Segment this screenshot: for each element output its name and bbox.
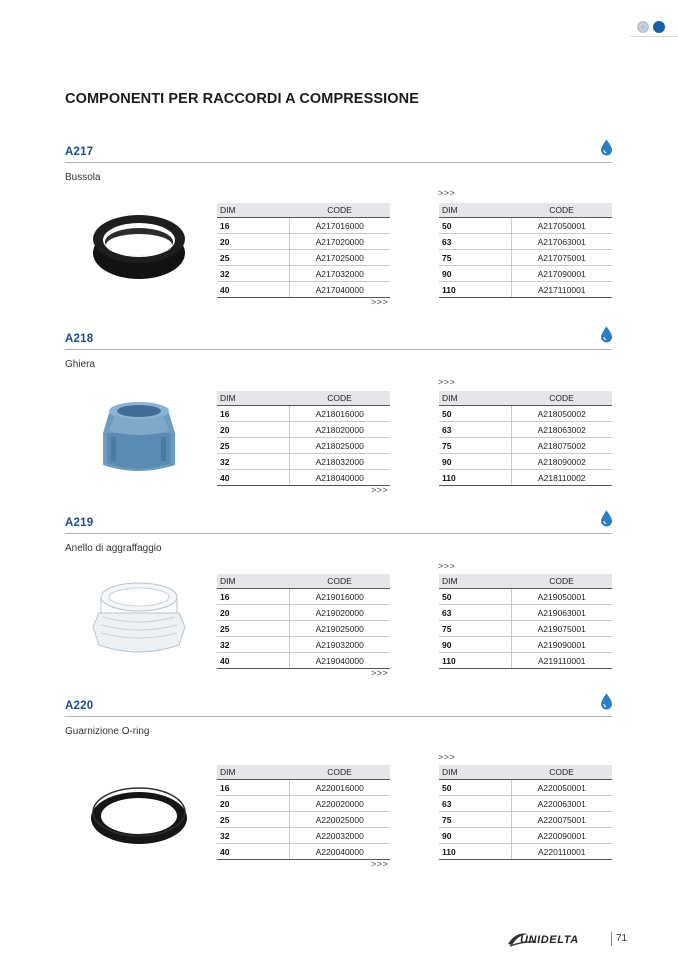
table-row: [439, 406, 612, 422]
dim-cell: 16: [217, 406, 289, 422]
code-cell: A220020000: [289, 796, 390, 812]
code-cell: A219050001: [511, 589, 612, 605]
dim-cell: 63: [439, 796, 511, 812]
water-drop-icon: [600, 693, 613, 710]
col-header-dim: DIM: [217, 391, 289, 406]
col-header-code: CODE: [511, 203, 612, 218]
col-header-code: CODE: [511, 574, 612, 589]
table-row: [217, 454, 390, 470]
col-header-code: CODE: [289, 391, 390, 406]
table-row: [439, 621, 612, 637]
dim-cell: 75: [439, 438, 511, 454]
top-divider: [630, 36, 678, 37]
table-row: [439, 780, 612, 796]
table-row: [217, 282, 390, 298]
more-marker: >>>: [438, 561, 456, 571]
table-row: [217, 653, 390, 669]
table-row: [439, 282, 612, 298]
col-header-dim: DIM: [217, 574, 289, 589]
col-header-code: CODE: [289, 574, 390, 589]
code-cell: A217090001: [511, 266, 612, 282]
table-row: [439, 812, 612, 828]
brand-name: UNIDELTA: [520, 934, 579, 946]
dim-cell: 20: [217, 234, 289, 250]
col-header-code: CODE: [511, 391, 612, 406]
table-row: [217, 844, 390, 860]
col-header-dim: DIM: [439, 203, 511, 218]
code-cell: A219020000: [289, 605, 390, 621]
code-cell: A220063001: [511, 796, 612, 812]
footer-divider: [611, 932, 612, 946]
table-row: [217, 621, 390, 637]
table-row: [217, 605, 390, 621]
dim-cell: 16: [217, 218, 289, 234]
code-cell: A217110001: [511, 282, 612, 298]
table-row: [217, 470, 390, 486]
more-marker: >>>: [371, 297, 389, 307]
table-row: [439, 605, 612, 621]
table-row: [217, 589, 390, 605]
code-cell: A220090001: [511, 828, 612, 844]
code-cell: A217025000: [289, 250, 390, 266]
code-cell: A217016000: [289, 218, 390, 234]
code-cell: A219063001: [511, 605, 612, 621]
section-divider: [65, 162, 612, 163]
product-name: Ghiera: [65, 359, 96, 370]
col-header-code: CODE: [289, 765, 390, 780]
code-cell: A218025000: [289, 438, 390, 454]
dim-cell: 16: [217, 780, 289, 796]
code-table-right: [439, 203, 612, 298]
more-marker: >>>: [438, 377, 456, 387]
table-row: [217, 637, 390, 653]
dim-cell: 75: [439, 621, 511, 637]
code-table-left: [217, 765, 390, 860]
dim-cell: 25: [217, 438, 289, 454]
table-row: [217, 266, 390, 282]
code-table-right: [439, 574, 612, 669]
code-cell: A219075001: [511, 621, 612, 637]
page-indicator-dots-icon: [635, 20, 669, 36]
anello-aggraffaggio-product-image: [85, 567, 193, 667]
table-row: [217, 406, 390, 422]
more-marker: >>>: [438, 752, 456, 762]
dim-cell: 75: [439, 250, 511, 266]
code-cell: A219016000: [289, 589, 390, 605]
dim-cell: 32: [217, 637, 289, 653]
code-cell: A218040000: [289, 470, 390, 486]
code-cell: A217063001: [511, 234, 612, 250]
dim-cell: 110: [439, 470, 511, 486]
dim-cell: 50: [439, 780, 511, 796]
table-row: [217, 812, 390, 828]
product-code-heading: A218: [65, 333, 94, 345]
code-table-left: [217, 203, 390, 298]
code-cell: A219032000: [289, 637, 390, 653]
code-cell: A218110002: [511, 470, 612, 486]
code-cell: A218090002: [511, 454, 612, 470]
table-row: [217, 422, 390, 438]
code-cell: A218020000: [289, 422, 390, 438]
table-row: [217, 828, 390, 844]
code-cell: A217032000: [289, 266, 390, 282]
table-row: [439, 637, 612, 653]
code-cell: A217020000: [289, 234, 390, 250]
bussola-product-image: [85, 193, 193, 293]
dim-cell: 110: [439, 653, 511, 669]
more-marker: >>>: [371, 859, 389, 869]
more-marker: >>>: [371, 485, 389, 495]
water-drop-icon: [600, 510, 613, 527]
table-row: [217, 796, 390, 812]
code-cell: A218016000: [289, 406, 390, 422]
table-row: [439, 438, 612, 454]
code-cell: A219040000: [289, 653, 390, 669]
table-row: [439, 796, 612, 812]
code-cell: A218050002: [511, 406, 612, 422]
code-cell: A220032000: [289, 828, 390, 844]
dim-cell: 63: [439, 234, 511, 250]
code-cell: A219025000: [289, 621, 390, 637]
code-table-left: [217, 574, 390, 669]
dim-cell: 25: [217, 250, 289, 266]
table-row: [217, 234, 390, 250]
table-row: [217, 780, 390, 796]
dim-cell: 20: [217, 422, 289, 438]
code-cell: A219110001: [511, 653, 612, 669]
code-table-right: [439, 765, 612, 860]
dim-cell: 63: [439, 422, 511, 438]
product-name: Guarnizione O-ring: [65, 726, 150, 737]
section-divider: [65, 533, 612, 534]
col-header-code: CODE: [289, 203, 390, 218]
dim-cell: 90: [439, 828, 511, 844]
dim-cell: 50: [439, 218, 511, 234]
col-header-dim: DIM: [217, 203, 289, 218]
code-cell: A220016000: [289, 780, 390, 796]
table-row: [439, 470, 612, 486]
code-cell: A220025000: [289, 812, 390, 828]
dim-cell: 40: [217, 470, 289, 486]
product-code-heading: A219: [65, 517, 94, 529]
dim-cell: 40: [217, 282, 289, 298]
code-cell: A217050001: [511, 218, 612, 234]
dim-cell: 25: [217, 621, 289, 637]
page-title: COMPONENTI PER RACCORDI A COMPRESSIONE: [65, 91, 419, 107]
dim-cell: 32: [217, 266, 289, 282]
section-divider: [65, 716, 612, 717]
col-header-dim: DIM: [439, 391, 511, 406]
table-row: [217, 438, 390, 454]
table-row: [439, 250, 612, 266]
col-header-code: CODE: [511, 765, 612, 780]
table-row: [439, 844, 612, 860]
product-name: Anello di aggraffaggio: [65, 543, 162, 554]
ghiera-product-image: [85, 385, 193, 485]
code-cell: A218075002: [511, 438, 612, 454]
code-table-right: [439, 391, 612, 486]
table-row: [439, 653, 612, 669]
more-marker: >>>: [371, 668, 389, 678]
dim-cell: 40: [217, 653, 289, 669]
table-row: [439, 266, 612, 282]
table-row: [439, 828, 612, 844]
unidelta-logo: [506, 929, 608, 949]
dim-cell: 110: [439, 282, 511, 298]
code-cell: A217040000: [289, 282, 390, 298]
dim-cell: 110: [439, 844, 511, 860]
dim-cell: 16: [217, 589, 289, 605]
dim-cell: 50: [439, 406, 511, 422]
table-row: [439, 218, 612, 234]
code-table-left: [217, 391, 390, 486]
product-code-heading: A220: [65, 700, 94, 712]
table-row: [439, 422, 612, 438]
code-cell: A220075001: [511, 812, 612, 828]
dim-cell: 75: [439, 812, 511, 828]
more-marker: >>>: [438, 188, 456, 198]
dim-cell: 20: [217, 605, 289, 621]
dim-cell: 25: [217, 812, 289, 828]
code-cell: A220050001: [511, 780, 612, 796]
col-header-dim: DIM: [217, 765, 289, 780]
table-row: [439, 234, 612, 250]
code-cell: A220040000: [289, 844, 390, 860]
product-code-heading: A217: [65, 146, 94, 158]
water-drop-icon: [600, 326, 613, 343]
dim-cell: 20: [217, 796, 289, 812]
section-divider: [65, 349, 612, 350]
col-header-dim: DIM: [439, 765, 511, 780]
dim-cell: 63: [439, 605, 511, 621]
dim-cell: 32: [217, 828, 289, 844]
dim-cell: 90: [439, 266, 511, 282]
code-cell: A219090001: [511, 637, 612, 653]
table-row: [217, 250, 390, 266]
o-ring-product-image: [85, 758, 193, 858]
code-cell: A218063002: [511, 422, 612, 438]
dim-cell: 40: [217, 844, 289, 860]
dim-cell: 90: [439, 637, 511, 653]
table-row: [439, 589, 612, 605]
dim-cell: 50: [439, 589, 511, 605]
dim-cell: 32: [217, 454, 289, 470]
table-row: [217, 218, 390, 234]
page-number: 71: [616, 933, 628, 944]
dim-cell: 90: [439, 454, 511, 470]
code-cell: A218032000: [289, 454, 390, 470]
table-row: [439, 454, 612, 470]
code-cell: A217075001: [511, 250, 612, 266]
col-header-dim: DIM: [439, 574, 511, 589]
code-cell: A220110001: [511, 844, 612, 860]
water-drop-icon: [600, 139, 613, 156]
product-name: Bussola: [65, 172, 101, 183]
